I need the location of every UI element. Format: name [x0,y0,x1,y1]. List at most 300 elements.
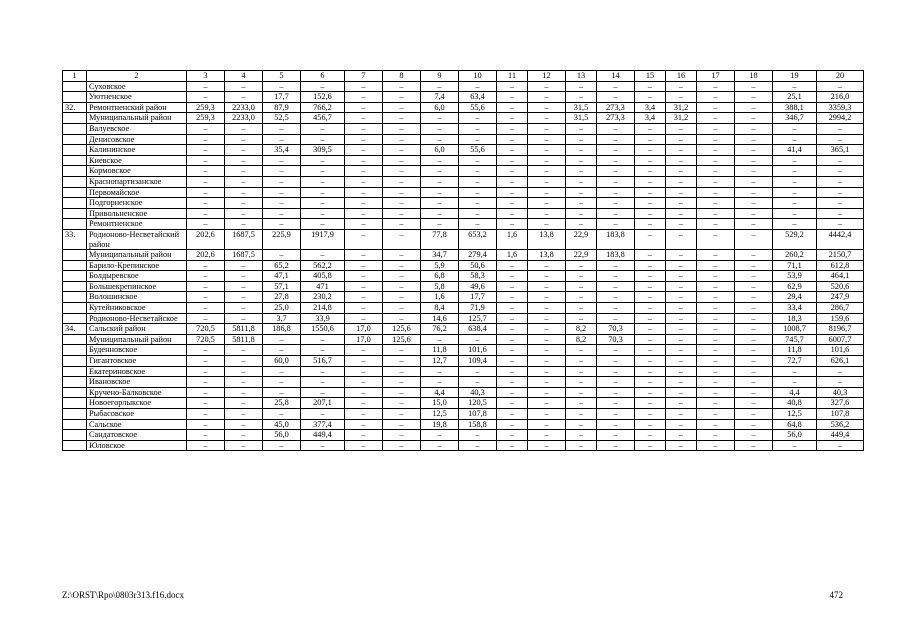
value-cell: – [263,123,301,134]
value-cell: 183,8 [597,229,635,249]
value-cell: – [597,281,635,292]
value-cell: – [697,409,735,420]
value-cell: – [225,281,263,292]
value-cell: – [383,102,421,113]
value-cell: – [497,123,528,134]
row-name-cell: Новоегорлыкское [87,398,187,409]
value-cell: – [597,176,635,187]
value-cell: 31,2 [666,113,697,124]
value-cell: – [597,123,635,134]
value-cell: 230,2 [301,292,345,303]
table-row [63,260,864,271]
value-cell: – [566,292,597,303]
row-number-cell [63,334,87,345]
value-cell: – [697,219,735,230]
value-cell: 225,9 [263,229,301,249]
value-cell: 31,5 [566,113,597,124]
row-name-cell: Уютненское [87,92,187,103]
table-row [63,377,864,388]
value-cell: – [263,176,301,187]
value-cell: – [187,345,225,356]
value-cell: – [345,176,383,187]
value-cell: – [345,113,383,124]
value-cell: 4,4 [773,387,817,398]
row-number-cell [63,166,87,177]
value-cell: – [263,366,301,377]
value-cell: – [345,166,383,177]
value-cell: 1917,9 [301,229,345,249]
value-cell: – [383,419,421,430]
value-cell: 745,7 [773,334,817,345]
row-name-cell: Родионово-Несветайский район [87,229,187,249]
value-cell: – [635,155,666,166]
value-cell: – [666,198,697,209]
value-cell: – [497,176,528,187]
value-cell: – [528,219,566,230]
row-number-cell [63,440,87,451]
value-cell: – [497,313,528,324]
value-cell: – [497,366,528,377]
value-cell: 612,8 [817,260,864,271]
value-cell: – [263,409,301,420]
value-cell: 70,3 [597,324,635,335]
value-cell: 346,7 [773,113,817,124]
value-cell: – [528,419,566,430]
value-cell: 449,4 [301,430,345,441]
value-cell: – [697,271,735,282]
value-cell: 202,6 [187,250,225,261]
value-cell: 12,5 [421,409,459,420]
value-cell: – [566,303,597,314]
value-cell: – [187,398,225,409]
value-cell: – [497,292,528,303]
table-row [63,155,864,166]
row-name-cell: Кутейниковское [87,303,187,314]
value-cell: – [421,219,459,230]
value-cell: – [773,198,817,209]
value-cell: 125,6 [383,334,421,345]
value-cell: – [666,145,697,156]
value-cell: 27,8 [263,292,301,303]
value-cell: – [225,366,263,377]
row-name-cell: Муниципальный район [87,113,187,124]
value-cell: – [497,155,528,166]
value-cell: – [697,377,735,388]
header-cell: 17 [697,71,735,82]
value-cell: – [187,155,225,166]
value-cell: 327,6 [817,398,864,409]
value-cell: – [187,292,225,303]
row-name-cell: Барило-Крепинское [87,260,187,271]
value-cell: – [566,366,597,377]
value-cell: – [635,387,666,398]
value-cell: – [225,409,263,420]
value-cell: 3359,3 [817,102,864,113]
value-cell: – [697,366,735,377]
value-cell: 377,4 [301,419,345,430]
value-cell: – [697,440,735,451]
value-cell: – [187,145,225,156]
table-row [63,345,864,356]
value-cell: – [666,176,697,187]
value-cell: – [635,145,666,156]
value-cell: – [383,366,421,377]
row-number-cell [63,292,87,303]
value-cell: – [597,377,635,388]
value-cell: – [697,303,735,314]
value-cell: 50,6 [459,260,497,271]
table-row [63,419,864,430]
value-cell: – [345,419,383,430]
value-cell: – [735,366,773,377]
value-cell: 71,1 [773,260,817,271]
value-cell: – [187,208,225,219]
value-cell: – [597,134,635,145]
row-number-cell: 32. [63,102,87,113]
value-cell: 720,5 [187,324,225,335]
value-cell: 536,2 [817,419,864,430]
value-cell: – [459,166,497,177]
value-cell: – [597,419,635,430]
value-cell: 464,1 [817,271,864,282]
value-cell: – [383,313,421,324]
value-cell: – [597,219,635,230]
value-cell: – [225,271,263,282]
row-name-cell: Суховское [87,81,187,92]
value-cell: – [697,92,735,103]
value-cell: 70,3 [597,334,635,345]
value-cell: – [225,145,263,156]
value-cell: – [225,208,263,219]
value-cell: – [421,123,459,134]
value-cell: – [497,81,528,92]
value-cell: – [666,398,697,409]
value-cell: – [459,81,497,92]
value-cell: – [817,219,864,230]
value-cell: – [735,102,773,113]
value-cell: 125,6 [383,324,421,335]
row-name-cell: Родионово-Несветайское [87,313,187,324]
row-name-cell: Волошинское [87,292,187,303]
table-row [63,219,864,230]
value-cell: – [263,155,301,166]
value-cell: – [773,208,817,219]
value-cell: – [666,440,697,451]
value-cell: – [735,187,773,198]
value-cell: – [421,334,459,345]
value-cell: – [345,292,383,303]
value-cell: – [735,281,773,292]
value-cell: – [225,440,263,451]
table-row [63,324,864,335]
table-row [63,134,864,145]
value-cell: – [666,92,697,103]
header-cell: 2 [87,71,187,82]
value-cell: 449,4 [817,430,864,441]
value-cell: – [301,219,345,230]
value-cell: 87,9 [263,102,301,113]
value-cell: – [666,366,697,377]
header-cell: 9 [421,71,459,82]
value-cell: – [187,366,225,377]
value-cell: – [345,440,383,451]
value-cell: – [735,356,773,367]
value-cell: – [345,102,383,113]
value-cell: 101,6 [459,345,497,356]
value-cell: – [735,81,773,92]
value-cell: – [735,334,773,345]
value-cell: 766,2 [301,102,345,113]
value-cell: – [187,419,225,430]
value-cell: – [345,92,383,103]
value-cell: – [735,92,773,103]
row-name-cell: Болдыревское [87,271,187,282]
value-cell: – [225,123,263,134]
row-number-cell [63,387,87,398]
value-cell: – [773,366,817,377]
value-cell: – [773,134,817,145]
header-cell: 14 [597,71,635,82]
value-cell: 18,3 [773,313,817,324]
value-cell: 77,8 [421,229,459,249]
value-cell: – [301,187,345,198]
value-cell: – [697,430,735,441]
value-cell: – [566,219,597,230]
value-cell: – [345,123,383,134]
value-cell: – [528,176,566,187]
value-cell: – [187,281,225,292]
value-cell: – [263,166,301,177]
value-cell: – [459,187,497,198]
value-cell: – [345,198,383,209]
value-cell: – [187,123,225,134]
value-cell: – [263,334,301,345]
value-cell: – [187,313,225,324]
value-cell: – [421,440,459,451]
value-cell: 22,9 [566,229,597,249]
value-cell: – [345,398,383,409]
document-table-container [62,70,852,451]
value-cell: – [817,187,864,198]
row-name-cell: Привольненское [87,208,187,219]
value-cell: – [635,409,666,420]
value-cell: – [566,166,597,177]
value-cell: 5811,8 [225,334,263,345]
value-cell: – [697,229,735,249]
value-cell: – [528,166,566,177]
value-cell: – [421,208,459,219]
value-cell: – [421,155,459,166]
value-cell: – [635,187,666,198]
value-cell: – [497,419,528,430]
value-cell: 2150,7 [817,250,864,261]
value-cell: – [597,345,635,356]
value-cell: – [773,155,817,166]
value-cell: – [597,398,635,409]
value-cell: 6,0 [421,102,459,113]
value-cell: – [566,123,597,134]
value-cell: – [301,155,345,166]
value-cell: – [383,387,421,398]
value-cell: 653,2 [459,229,497,249]
value-cell: – [263,198,301,209]
footer-file-path: Z:\ORST\Rpo\0803r313.f16.docx [62,590,184,600]
value-cell: – [383,145,421,156]
value-cell: 388,1 [773,102,817,113]
value-cell: 40,8 [773,398,817,409]
value-cell: 33,9 [301,313,345,324]
value-cell: – [597,271,635,282]
value-cell: – [459,430,497,441]
row-name-cell: Сандатовское [87,430,187,441]
table-row [63,356,864,367]
value-cell: – [528,398,566,409]
value-cell: – [383,292,421,303]
value-cell: – [383,430,421,441]
row-number-cell [63,219,87,230]
row-name-cell: Подгорненское [87,198,187,209]
value-cell: – [383,219,421,230]
value-cell: 31,2 [666,102,697,113]
value-cell: – [817,440,864,451]
row-number-cell [63,134,87,145]
value-cell: – [635,345,666,356]
row-number-cell [63,208,87,219]
value-cell: 14,6 [421,313,459,324]
value-cell: – [566,398,597,409]
value-cell: – [345,313,383,324]
value-cell: – [528,324,566,335]
value-cell: – [697,155,735,166]
value-cell: – [301,208,345,219]
value-cell: 286,7 [817,303,864,314]
value-cell: – [566,176,597,187]
value-cell: 33,4 [773,303,817,314]
header-cell: 5 [263,71,301,82]
value-cell: – [635,198,666,209]
value-cell: – [345,345,383,356]
header-cell: 7 [345,71,383,82]
value-cell: – [225,377,263,388]
value-cell: – [383,345,421,356]
value-cell: – [697,145,735,156]
value-cell: – [187,356,225,367]
value-cell: – [666,187,697,198]
table-row [63,145,864,156]
value-cell: – [566,440,597,451]
value-cell: 365,1 [817,145,864,156]
value-cell: – [301,198,345,209]
value-cell: – [697,324,735,335]
table-row [63,229,864,249]
value-cell: – [666,303,697,314]
row-name-cell: Юловское [87,440,187,451]
value-cell: 3,7 [263,313,301,324]
value-cell: – [383,123,421,134]
value-cell: 626,1 [817,356,864,367]
value-cell: – [383,440,421,451]
value-cell: – [735,176,773,187]
value-cell: – [187,440,225,451]
value-cell: 40,3 [817,387,864,398]
value-cell: 109,4 [459,356,497,367]
value-cell: 58,3 [459,271,497,282]
value-cell: 25,0 [263,303,301,314]
value-cell: – [566,377,597,388]
value-cell: 2233,0 [225,113,263,124]
header-cell: 19 [773,71,817,82]
value-cell: – [566,92,597,103]
row-name-cell: Гигантовское [87,356,187,367]
value-cell: 47,1 [263,271,301,282]
value-cell: – [345,377,383,388]
value-cell: 183,8 [597,250,635,261]
value-cell: – [421,430,459,441]
value-cell: – [187,387,225,398]
value-cell: – [735,250,773,261]
value-cell: – [597,81,635,92]
value-cell: – [697,281,735,292]
value-cell: – [735,303,773,314]
row-number-cell [63,377,87,388]
row-number-cell [63,81,87,92]
header-cell: 8 [383,71,421,82]
value-cell: – [421,166,459,177]
value-cell: – [735,292,773,303]
value-cell: – [773,176,817,187]
value-cell: 13,8 [528,229,566,249]
value-cell: – [263,219,301,230]
value-cell: – [345,430,383,441]
value-cell: 55,6 [459,102,497,113]
value-cell: – [383,229,421,249]
value-cell: – [697,356,735,367]
value-cell: – [225,134,263,145]
value-cell: – [528,113,566,124]
value-cell: – [383,398,421,409]
value-cell: – [528,187,566,198]
value-cell: – [635,166,666,177]
value-cell: 45,0 [263,419,301,430]
value-cell: – [773,123,817,134]
value-cell: – [635,334,666,345]
value-cell: 6007,7 [817,334,864,345]
value-cell: 41,4 [773,145,817,156]
value-cell: – [666,208,697,219]
value-cell: – [497,134,528,145]
table-row [63,208,864,219]
value-cell: 8,2 [566,324,597,335]
value-cell: – [566,419,597,430]
value-cell: 152,6 [301,92,345,103]
row-name-cell: Кормовское [87,166,187,177]
row-name-cell: Денисовское [87,134,187,145]
value-cell: – [528,155,566,166]
value-cell: 456,7 [301,113,345,124]
value-cell: – [735,313,773,324]
value-cell: – [635,419,666,430]
value-cell: – [225,219,263,230]
table-row [63,92,864,103]
value-cell: 25,8 [263,398,301,409]
value-cell: – [383,166,421,177]
table-row [63,166,864,177]
value-cell: – [263,208,301,219]
value-cell: – [187,430,225,441]
value-cell: – [528,334,566,345]
row-number-cell [63,430,87,441]
row-name-cell: Буденновское [87,345,187,356]
